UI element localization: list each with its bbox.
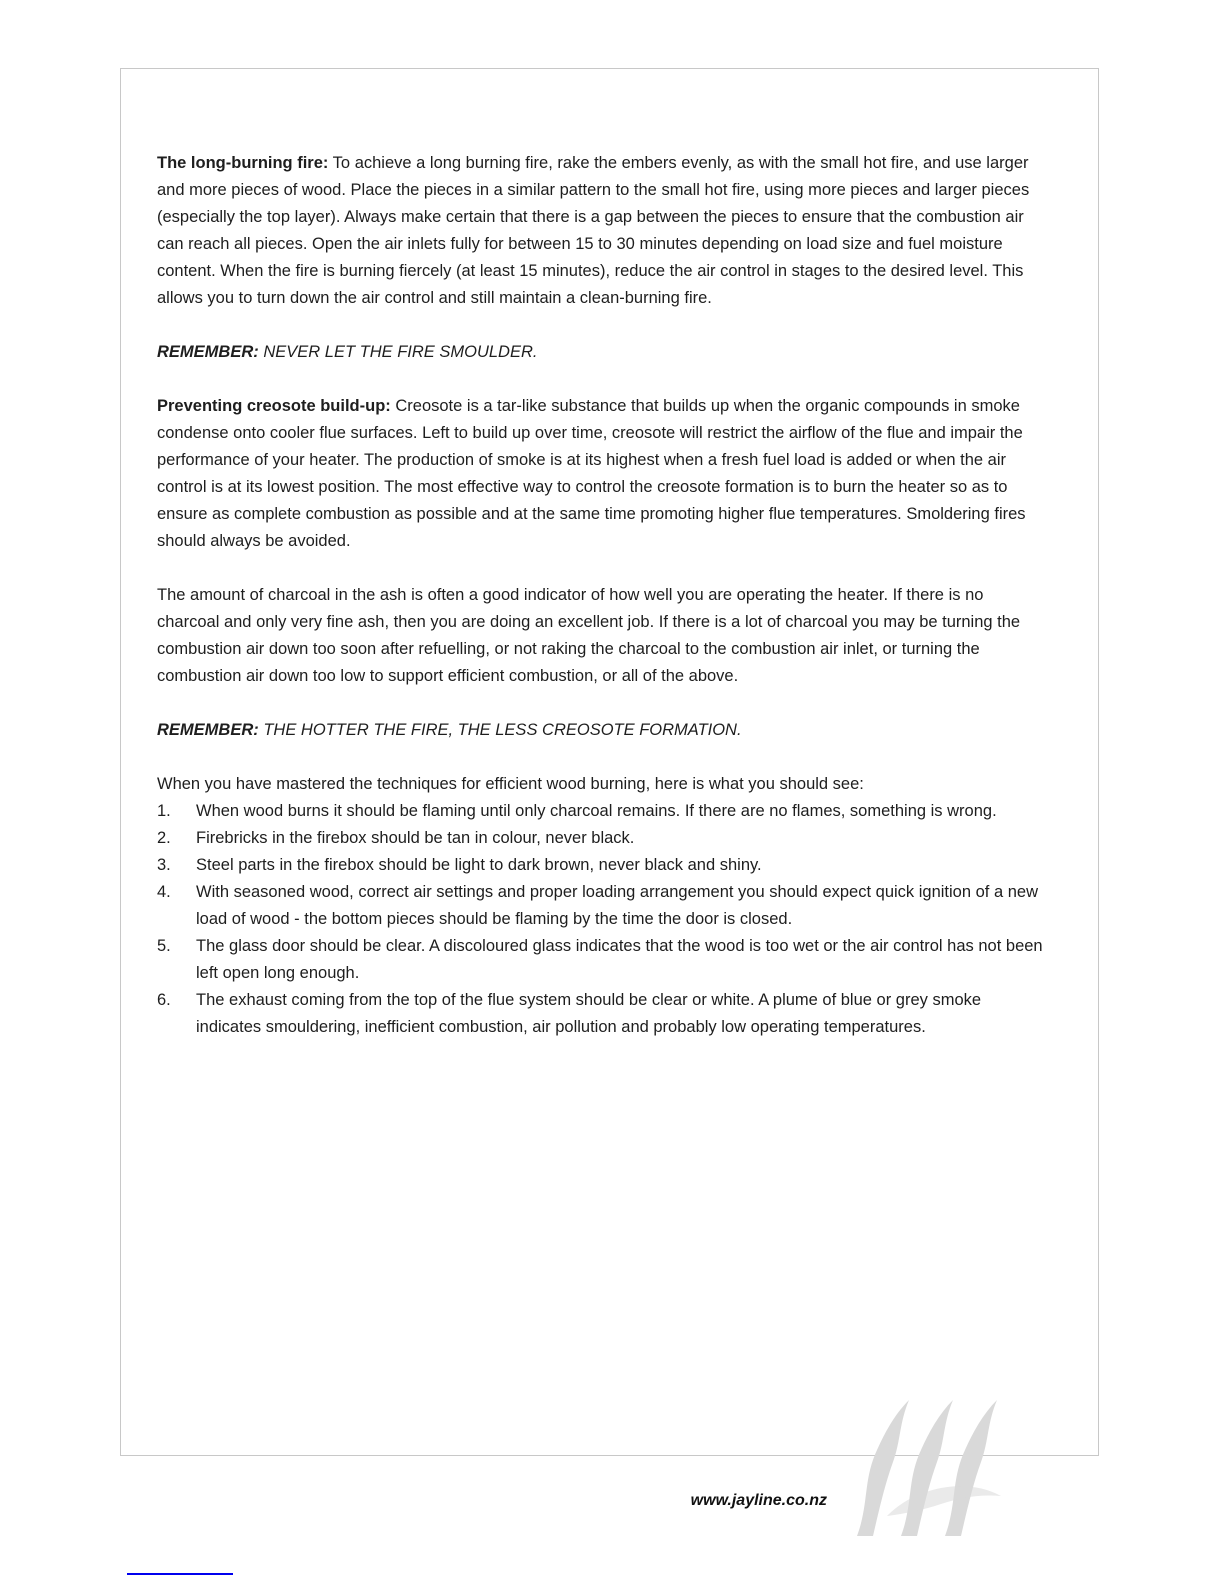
paragraph-text: To achieve a long burning fire, rake the embers evenly, as with the small hot fire, and use larger and more pieces of wood. Place the pieces in a similar pattern to the small hot fire, using more pieces and larger pieces (especially the top layer). Always make certain that there is a gap between the pieces to ensure that the combustion air can reach all pieces. Open the air inlets fully for between 15 to 30 minutes depending on load size and fuel moisture content. When the fire is burning fiercely (at least 15 minutes), reduce the air control in stages to the desired level. This allows you to turn down the air control and still maintain a clean-burning fire. [157, 154, 1030, 307]
list-item [157, 852, 1049, 879]
remember-note-1 [157, 339, 1049, 366]
paragraph-lead: The long-burning fire: [157, 154, 329, 172]
list-item-text: Steel parts in the firebox should be light to dark brown, never black and shiny. [196, 856, 762, 874]
document-body [157, 150, 1049, 1041]
list-item-number: 4. [157, 883, 171, 901]
list-item-text: With seasoned wood, correct air settings and proper loading arrangement you should expect quick ignition of a new load of wood - the bottom pieces should be flaming by the time the door is closed. [196, 883, 1038, 928]
paragraph-charcoal-indicator [157, 582, 1049, 690]
remember-text: NEVER LET THE FIRE SMOULDER. [258, 343, 538, 361]
paragraph-text: The amount of charcoal in the ash is often a good indicator of how well you are operating the heater. If there is no charcoal and only very fine ash, then you are doing an excellent job. If there is a lot of charcoal you may be turning the combustion air down too soon after refuelling, or not raking the charcoal to the combustion air inlet, or turning the combustion air down too low to support efficient combustion, or all of the above. [157, 586, 1021, 685]
list-item [157, 987, 1049, 1041]
list-item-number: 6. [157, 991, 171, 1009]
numbered-list [157, 798, 1049, 1041]
paragraph-preventing-creosote [157, 393, 1049, 555]
paragraph-lead: Preventing creosote build-up: [157, 397, 391, 415]
list-item-text: When wood burns it should be flaming until only charcoal remains. If there are no flames, something is wrong. [196, 802, 997, 820]
list-item-number: 5. [157, 937, 171, 955]
list-item-text: The exhaust coming from the top of the flue system should be clear or white. A plume of blue or grey smoke indicates smouldering, inefficient combustion, air pollution and probably low operating temperatures. [196, 991, 982, 1036]
footer-website-url: www.jayline.co.nz [690, 1492, 827, 1509]
jayline-flame-logo-icon [843, 1396, 1015, 1538]
list-item-number: 3. [157, 856, 171, 874]
list-item [157, 825, 1049, 852]
remember-lead: REMEMBER: [157, 721, 259, 739]
remember-text: THE HOTTER THE FIRE, THE LESS CREOSOTE FORMATION. [258, 721, 742, 739]
hyperlink-underline[interactable] [127, 1573, 233, 1575]
list-item [157, 879, 1049, 933]
remember-lead: REMEMBER: [157, 343, 259, 361]
paragraph-text: Creosote is a tar-like substance that builds up when the organic compounds in smoke condense onto cooler flue surfaces. Left to build up over time, creosote will restrict the airflow of the flue and impair the performance of your heater. The production of smoke is at its highest when a fresh fuel load is added or when the air control is at its lowest position. The most effective way to control the creosote formation is to burn the heater so as to ensure as complete combustion as possible and at the same time promoting higher flue temperatures. Smoldering fires should always be avoided. [157, 397, 1026, 550]
list-item [157, 933, 1049, 987]
list-item-text: Firebricks in the firebox should be tan in colour, never black. [196, 829, 635, 847]
list-item-number: 1. [157, 802, 171, 820]
paragraph-long-burning-fire [157, 150, 1049, 312]
list-item-text: The glass door should be clear. A discoloured glass indicates that the wood is too wet or the air control has not been left open long enough. [196, 937, 1043, 982]
list-item-number: 2. [157, 829, 171, 847]
list-item [157, 798, 1049, 825]
remember-note-2 [157, 717, 1049, 744]
list-intro: When you have mastered the techniques for efficient wood burning, here is what you should see: [157, 775, 864, 793]
